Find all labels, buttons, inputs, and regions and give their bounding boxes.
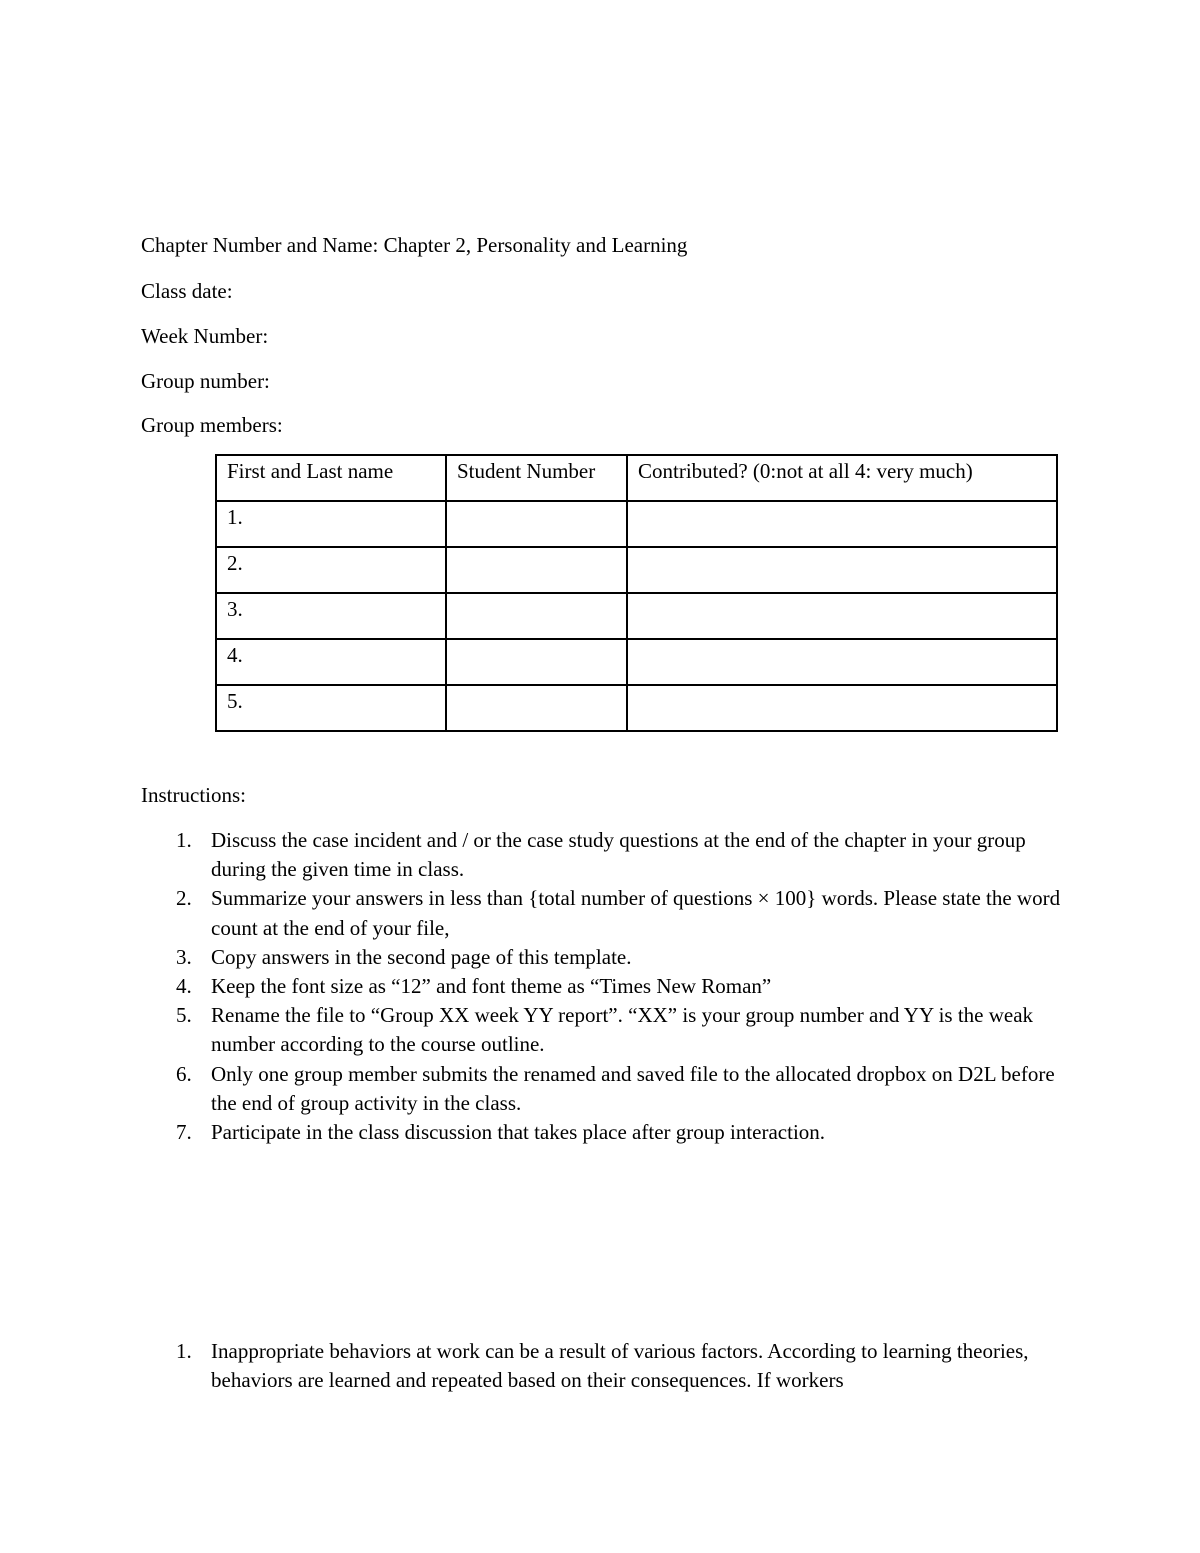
questions-list bbox=[141, 1337, 1061, 1395]
header-contributed: Contributed? (0:not at all 4: very much) bbox=[627, 455, 1057, 501]
group-number-field: Group number: bbox=[141, 369, 270, 393]
list-item-number: 5. bbox=[176, 1003, 192, 1028]
group-members-field: Group members: bbox=[141, 413, 283, 437]
table-row bbox=[216, 639, 1057, 685]
list-item bbox=[141, 943, 1061, 972]
list-item-number: 1. bbox=[176, 1339, 192, 1363]
student-number-cell[interactable] bbox=[446, 639, 627, 685]
list-item-number: 3. bbox=[176, 944, 192, 969]
list-item bbox=[141, 1337, 1061, 1395]
list-item bbox=[141, 1001, 1061, 1059]
student-number-cell[interactable] bbox=[446, 685, 627, 731]
list-item bbox=[141, 972, 1061, 1001]
list-item-text: Rename the file to “Group XX week YY report”. “XX” is your group number and YY is the weak number according to the course outline. bbox=[211, 1003, 1034, 1057]
table-row bbox=[216, 501, 1057, 547]
list-item-number: 2. bbox=[176, 886, 192, 911]
list-item bbox=[141, 1118, 1061, 1147]
week-number-field: Week Number: bbox=[141, 324, 269, 348]
list-item bbox=[141, 884, 1061, 942]
list-item-text: Copy answers in the second page of this template. bbox=[211, 944, 632, 969]
chapter-field: Chapter Number and Name: Chapter 2, Personality and Learning bbox=[141, 233, 688, 257]
table-header-row bbox=[216, 455, 1057, 501]
list-item-number: 7. bbox=[176, 1120, 192, 1145]
list-item-number: 4. bbox=[176, 974, 192, 999]
list-item-number: 6. bbox=[176, 1061, 192, 1086]
table-row bbox=[216, 593, 1057, 639]
student-number-cell[interactable] bbox=[446, 547, 627, 593]
group-members-table bbox=[215, 454, 1058, 732]
member-name-cell[interactable]: 1. bbox=[216, 501, 446, 547]
list-item bbox=[141, 1060, 1061, 1118]
list-item-number: 1. bbox=[176, 828, 192, 852]
table-row bbox=[216, 685, 1057, 731]
student-number-cell[interactable] bbox=[446, 501, 627, 547]
list-item-text: Discuss the case incident and / or the case study questions at the end of the chapter in your group during the given time in class. bbox=[211, 828, 1026, 882]
member-name-cell[interactable]: 3. bbox=[216, 593, 446, 639]
list-item-text: Keep the font size as “12” and font theme as “Times New Roman” bbox=[211, 974, 772, 999]
student-number-cell[interactable] bbox=[446, 593, 627, 639]
contributed-cell[interactable] bbox=[627, 639, 1057, 685]
list-item bbox=[141, 826, 1061, 884]
header-name: First and Last name bbox=[216, 455, 446, 501]
list-item-text: Participate in the class discussion that takes place after group interaction. bbox=[211, 1120, 826, 1145]
class-date-field: Class date: bbox=[141, 279, 233, 303]
contributed-cell[interactable] bbox=[627, 501, 1057, 547]
contributed-cell[interactable] bbox=[627, 547, 1057, 593]
member-name-cell[interactable]: 4. bbox=[216, 639, 446, 685]
instructions-heading: Instructions: bbox=[141, 783, 246, 807]
instructions-list bbox=[141, 826, 1061, 1147]
contributed-cell[interactable] bbox=[627, 593, 1057, 639]
list-item-text: Summarize your answers in less than {total number of questions × 100} words. Please state the word count at the end of your file, bbox=[211, 886, 1061, 940]
member-name-cell[interactable]: 5. bbox=[216, 685, 446, 731]
list-item-text: Only one group member submits the renamed and saved file to the allocated dropbox on D2L before the end of group activity in the class. bbox=[211, 1061, 1055, 1115]
list-item-text: Inappropriate behaviors at work can be a result of various factors. According to learning theories, behaviors are learned and repeated based on their consequences. If workers bbox=[211, 1339, 1029, 1393]
contributed-cell[interactable] bbox=[627, 685, 1057, 731]
member-name-cell[interactable]: 2. bbox=[216, 547, 446, 593]
header-student-number: Student Number bbox=[446, 455, 627, 501]
table-row bbox=[216, 547, 1057, 593]
